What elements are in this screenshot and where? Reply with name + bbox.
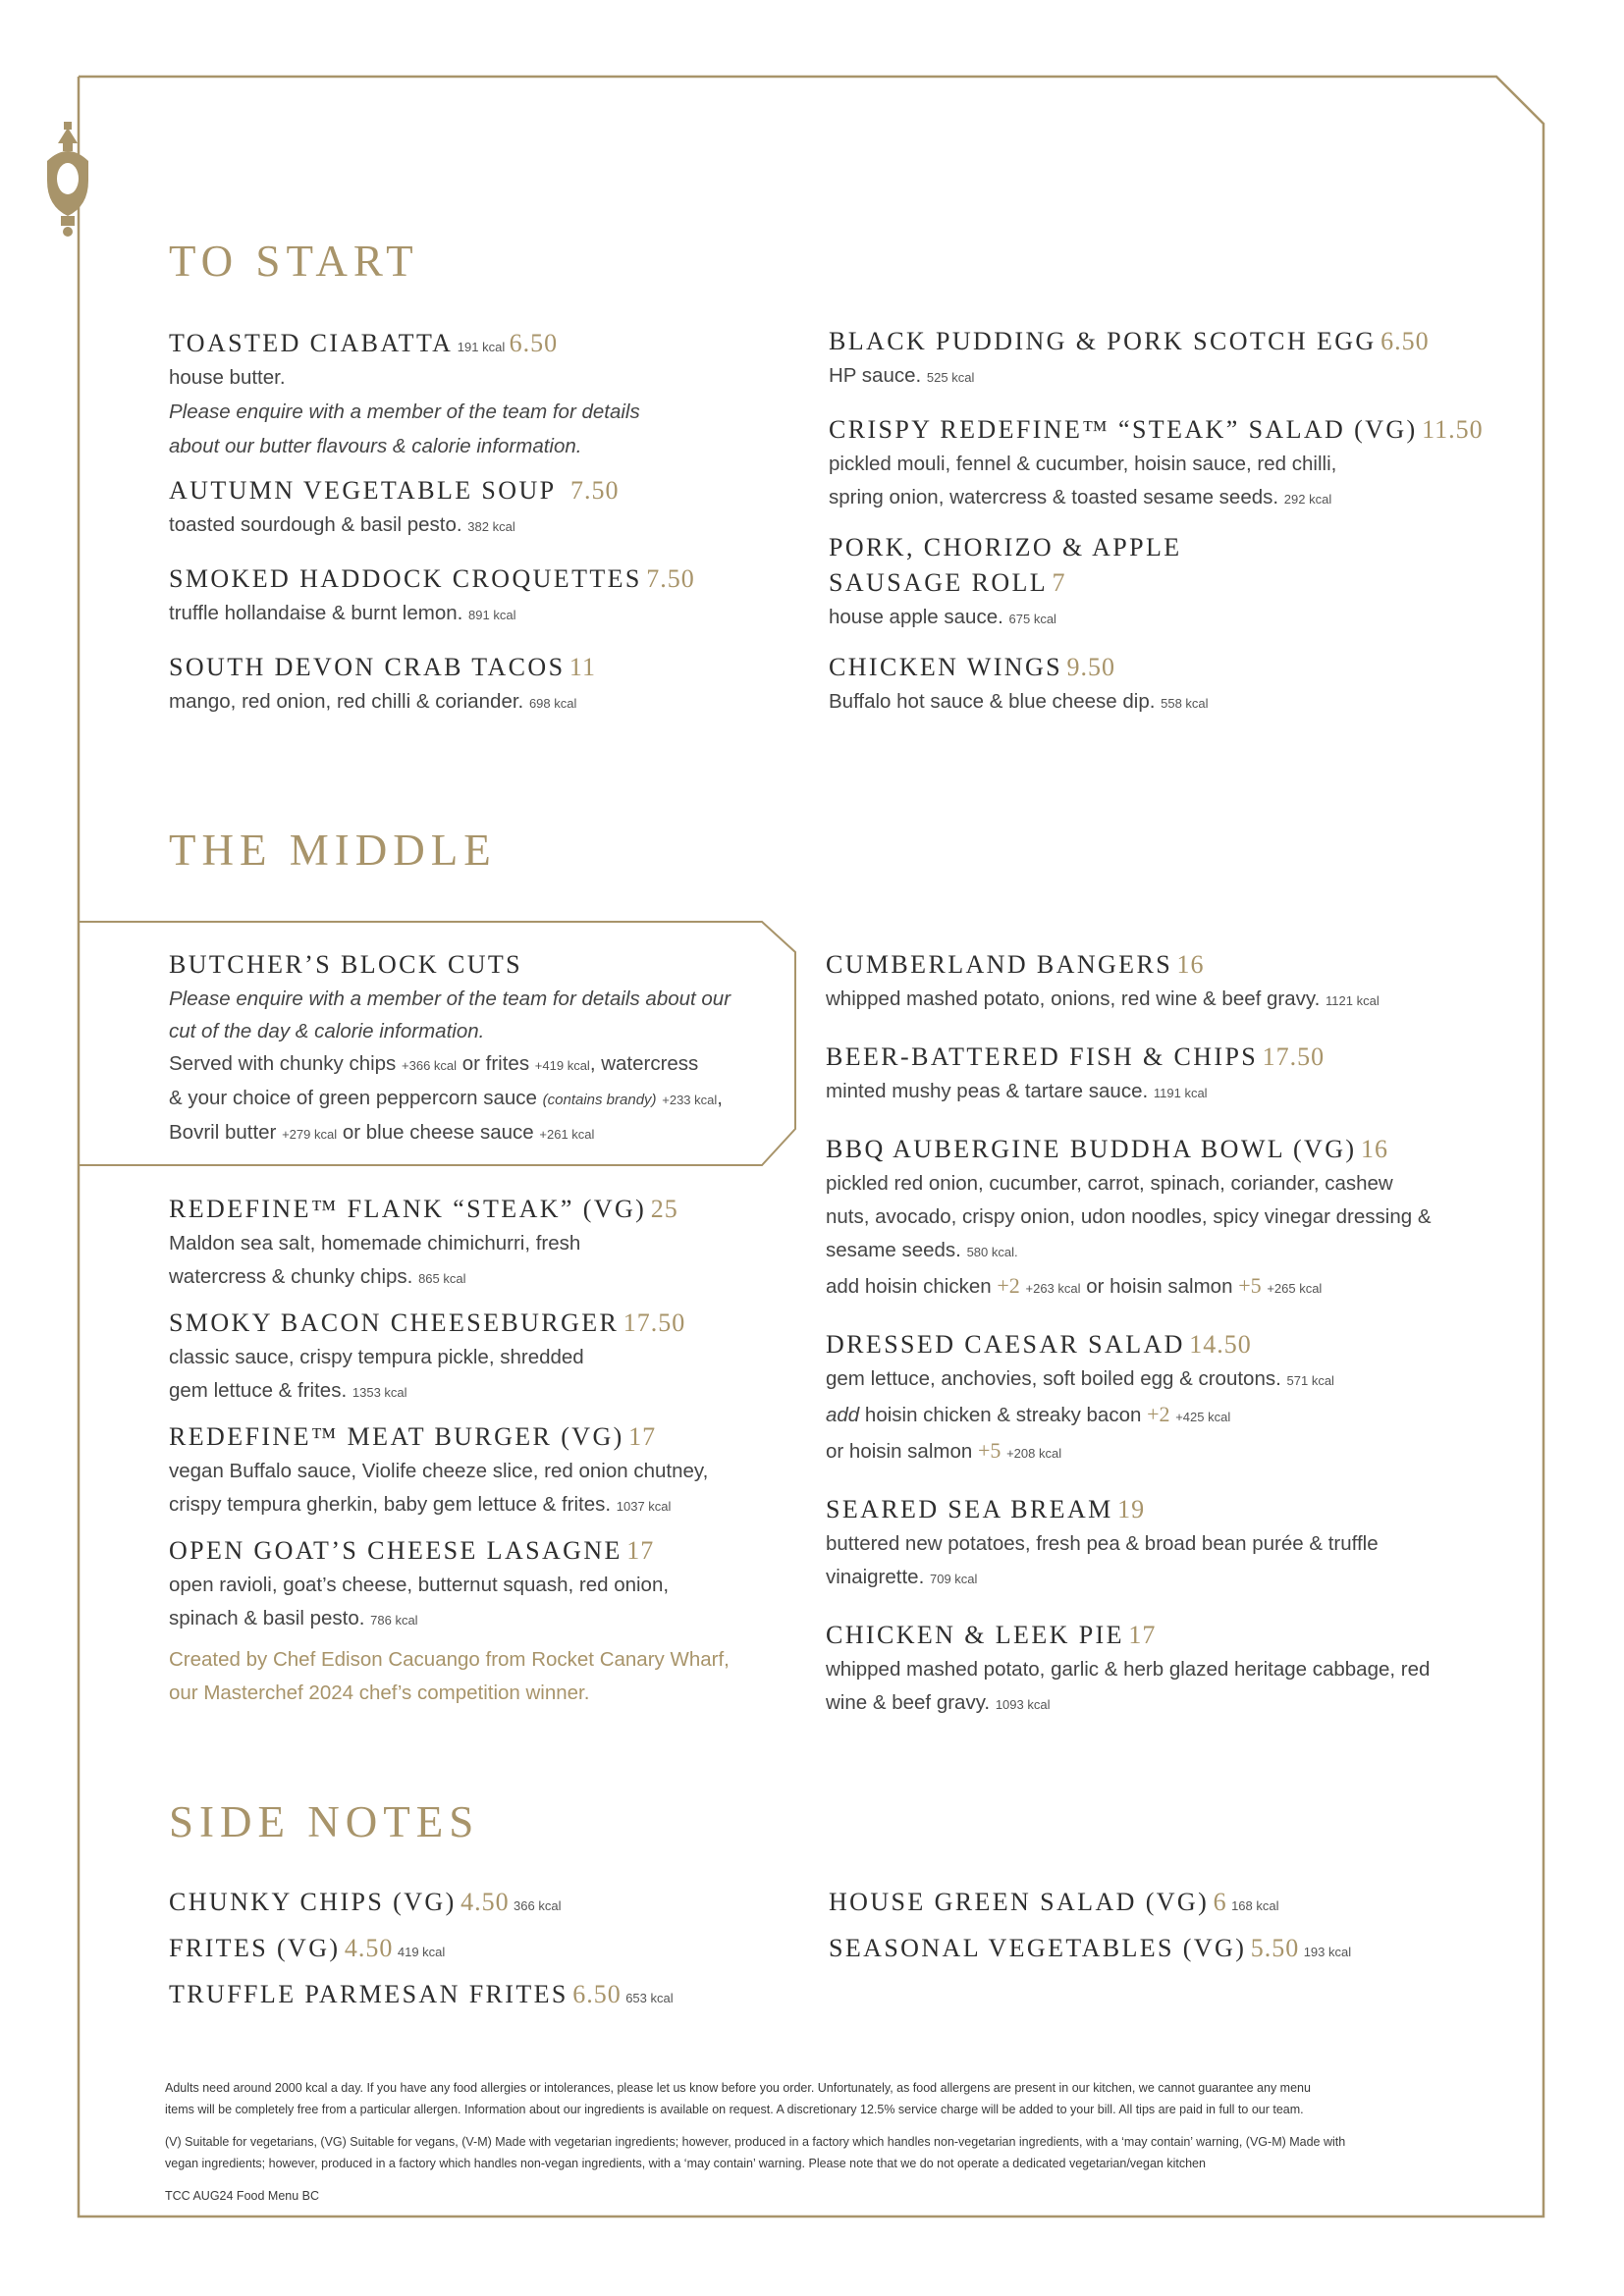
item-name: HOUSE GREEN SALAD (VG) xyxy=(829,1888,1210,1916)
menu-item-soup xyxy=(169,473,797,544)
item-name: BEER-BATTERED FISH & CHIPS xyxy=(826,1042,1259,1071)
item-price: 7.50 xyxy=(646,564,695,593)
item-price: 4.50 xyxy=(460,1888,510,1916)
item-kcal: 1121 kcal xyxy=(1326,993,1380,1008)
allergen-notice xyxy=(165,2077,1481,2120)
menu-item-flank-steak xyxy=(169,1192,787,1296)
item-kcal: 571 kcal xyxy=(1286,1373,1334,1388)
item-desc: gem lettuce, anchovies, soft boiled egg & croutons. xyxy=(826,1367,1281,1390)
start-right-column xyxy=(829,324,1496,721)
side-item-frites xyxy=(169,1931,797,1977)
menu-item-smoky-burger xyxy=(169,1306,787,1410)
item-price: 9.50 xyxy=(1066,653,1115,681)
item-kcal: 382 kcal xyxy=(467,519,515,534)
item-price: 14.50 xyxy=(1189,1330,1252,1359)
item-kcal: +425 kcal xyxy=(1175,1410,1231,1424)
item-name: SEASONAL VEGETABLES (VG) xyxy=(829,1934,1247,1962)
item-kcal: +261 kcal xyxy=(539,1127,595,1142)
item-name: CHICKEN & LEEK PIE xyxy=(826,1621,1124,1649)
item-price: 17.50 xyxy=(623,1308,686,1337)
menu-code: TCC AUG24 Food Menu BC xyxy=(165,2189,320,2203)
item-desc: Buffalo hot sauce & blue cheese dip. xyxy=(829,690,1156,713)
item-addon: add hoisin chicken xyxy=(826,1275,992,1298)
item-name: SEARED SEA BREAM xyxy=(826,1495,1113,1523)
item-kcal: 786 kcal xyxy=(370,1613,418,1628)
item-kcal: 1191 kcal xyxy=(1153,1086,1208,1100)
item-name: REDEFINE™ FLANK “STEAK” (VG) xyxy=(169,1195,647,1223)
item-desc: or blue cheese sauce xyxy=(342,1121,534,1144)
item-kcal: 698 kcal xyxy=(528,696,577,711)
menu-item-fish-chips xyxy=(826,1040,1503,1110)
item-desc: house butter. xyxy=(169,366,286,389)
side-item-green-salad xyxy=(829,1885,1477,1931)
item-kcal: 675 kcal xyxy=(1008,612,1056,626)
item-name: SAUSAGE ROLL xyxy=(829,568,1049,597)
item-price: 6 xyxy=(1213,1888,1227,1916)
item-desc: classic sauce, crispy tempura pickle, shredded xyxy=(169,1346,584,1368)
menu-item-meat-burger xyxy=(169,1419,787,1523)
menu-item-caesar-salad xyxy=(826,1327,1503,1470)
item-desc: mango, red onion, red chilli & coriander. xyxy=(169,690,524,713)
footer-line: vegan ingredients; however, produced in a factory which handles non-vegan ingredients, with a ‘may contain’ warning. Please note that we do not operate a dedicated vegetarian/vegan kitchen xyxy=(165,2157,1206,2170)
item-desc: spinach & basil pesto. xyxy=(169,1607,365,1629)
side-item-chunky-chips xyxy=(169,1885,797,1931)
menu-item-sea-bream xyxy=(826,1492,1503,1596)
item-addon: or hoisin salmon xyxy=(1086,1275,1233,1298)
menu-item-sausage-roll xyxy=(829,530,1496,636)
sides-right-column xyxy=(829,1885,1477,1966)
item-desc: Bovril butter xyxy=(169,1121,277,1144)
item-desc: pickled red onion, cucumber, carrot, spinach, coriander, cashew xyxy=(826,1172,1393,1195)
item-price: 6.50 xyxy=(509,329,559,357)
section-title-middle: THE MIDDLE xyxy=(169,826,497,875)
menu-item-buddha-bowl xyxy=(826,1132,1503,1306)
footer-line: items will be completely free from a particular allergen. Information about our ingredients is available on request. A discretionary 12.5% service charge will be added to your bill. All tips are paid in full to our team. xyxy=(165,2103,1304,2116)
door-knocker-icon xyxy=(43,122,92,240)
item-desc: toasted sourdough & basil pesto. xyxy=(169,513,462,536)
addon-price: +2 xyxy=(1147,1402,1170,1426)
menu-item-steak-salad xyxy=(829,412,1496,516)
dietary-key xyxy=(165,2131,1481,2174)
item-name: PORK, CHORIZO & APPLE xyxy=(829,533,1182,561)
item-kcal: 1353 kcal xyxy=(352,1385,407,1400)
item-price: 11 xyxy=(568,653,596,681)
footer-line: (V) Suitable for vegetarians, (VG) Suitable for vegans, (V-M) Made with vegetarian ingredients; however, produced in a factory which handles non-vegetarian ingredients, with a ‘may contain’ warning, (VG-M) Made with xyxy=(165,2135,1346,2149)
item-note: cut of the day & calorie information. xyxy=(169,1020,485,1042)
item-addon: add xyxy=(826,1404,860,1426)
item-name: BLACK PUDDING & PORK SCOTCH EGG xyxy=(829,327,1377,355)
item-name: BBQ AUBERGINE BUDDHA BOWL (VG) xyxy=(826,1135,1357,1163)
item-kcal: 292 kcal xyxy=(1283,492,1332,507)
item-name: BUTCHER’S BLOCK CUTS xyxy=(169,950,523,979)
item-desc: open ravioli, goat’s cheese, butternut squash, red onion, xyxy=(169,1574,670,1596)
item-name: CHICKEN WINGS xyxy=(829,653,1062,681)
item-price: 11.50 xyxy=(1422,415,1484,444)
item-desc: vinaigrette. xyxy=(826,1566,925,1588)
item-desc: HP sauce. xyxy=(829,364,922,387)
item-desc: gem lettuce & frites. xyxy=(169,1379,348,1402)
item-name: SMOKY BACON CHEESEBURGER xyxy=(169,1308,620,1337)
middle-right-column xyxy=(826,947,1503,1722)
item-price: 17.50 xyxy=(1262,1042,1326,1071)
item-kcal: 558 kcal xyxy=(1161,696,1209,711)
item-price: 17 xyxy=(628,1422,657,1451)
item-price: 16 xyxy=(1176,950,1205,979)
addon-price: +5 xyxy=(977,1438,1001,1463)
item-price: 19 xyxy=(1117,1495,1146,1523)
addon-price: +5 xyxy=(1238,1273,1262,1298)
menu-item-crab xyxy=(169,650,797,721)
item-name: AUTUMN VEGETABLE SOUP xyxy=(169,476,557,505)
menu-item-haddock xyxy=(169,561,797,632)
item-desc: & your choice of green peppercorn sauce xyxy=(169,1087,537,1109)
item-kcal: 865 kcal xyxy=(418,1271,466,1286)
item-price: 4.50 xyxy=(344,1934,394,1962)
item-kcal: 419 kcal xyxy=(397,1945,446,1959)
menu-item-chicken-wings xyxy=(829,650,1496,721)
item-kcal: +233 kcal xyxy=(662,1093,718,1107)
menu-item-lasagne xyxy=(169,1533,787,1710)
side-item-truffle-frites xyxy=(169,1977,797,2012)
item-desc: or frites xyxy=(461,1052,530,1075)
item-kcal: 191 kcal xyxy=(457,340,506,354)
item-price: 6.50 xyxy=(1380,327,1430,355)
middle-left-column xyxy=(169,1192,787,1710)
item-desc: wine & beef gravy. xyxy=(826,1691,991,1714)
side-item-seasonal-veg xyxy=(829,1931,1477,1966)
item-name: OPEN GOAT’S CHEESE LASAGNE xyxy=(169,1536,623,1565)
item-kcal: 653 kcal xyxy=(625,1991,674,2005)
start-left-column xyxy=(169,326,797,721)
menu-item-scotch-egg xyxy=(829,324,1496,395)
item-price: 7 xyxy=(1052,568,1066,597)
item-desc: truffle hollandaise & burnt lemon. xyxy=(169,602,463,624)
item-price: 7.50 xyxy=(569,476,620,505)
item-addon: hoisin chicken & streaky bacon xyxy=(864,1404,1142,1426)
menu-item-bangers xyxy=(826,947,1503,1018)
item-desc: , watercress xyxy=(589,1052,699,1075)
item-price: 25 xyxy=(650,1195,678,1223)
item-kcal: +279 kcal xyxy=(282,1127,338,1142)
item-name: SMOKED HADDOCK CROQUETTES xyxy=(169,564,642,593)
item-desc: vegan Buffalo sauce, Violife cheeze slice, red onion chutney, xyxy=(169,1460,709,1482)
item-note: (contains brandy) xyxy=(542,1092,657,1108)
footer-line: Adults need around 2000 kcal a day. If you have any food allergies or intolerances, please let us know before you order. Unfortunately, as food allergens are present in our kitchen, we cannot guarantee any menu xyxy=(165,2081,1311,2095)
item-desc: pickled mouli, fennel & cucumber, hoisin sauce, red chilli, xyxy=(829,453,1337,475)
addon-price: +2 xyxy=(997,1273,1020,1298)
item-desc: Served with chunky chips xyxy=(169,1052,397,1075)
item-desc: house apple sauce. xyxy=(829,606,1003,628)
chef-credit: our Masterchef 2024 chef’s competition winner. xyxy=(169,1682,590,1704)
item-name: SOUTH DEVON CRAB TACOS xyxy=(169,653,566,681)
item-price: 5.50 xyxy=(1250,1934,1300,1962)
item-note: Please enquire with a member of the team for details xyxy=(169,400,640,423)
item-desc: whipped mashed potato, onions, red wine & beef gravy. xyxy=(826,988,1321,1010)
item-desc: minted mushy peas & tartare sauce. xyxy=(826,1080,1149,1102)
item-desc: nuts, avocado, crispy onion, udon noodles, spicy vinegar dressing & xyxy=(826,1205,1432,1228)
item-name: DRESSED CAESAR SALAD xyxy=(826,1330,1185,1359)
item-desc: whipped mashed potato, garlic & herb glazed heritage cabbage, red xyxy=(826,1658,1431,1681)
item-note: Please enquire with a member of the team for details about our xyxy=(169,988,731,1010)
section-title-start: TO START xyxy=(169,237,419,286)
item-desc: watercress & chunky chips. xyxy=(169,1265,413,1288)
item-kcal: 891 kcal xyxy=(468,608,516,622)
item-kcal: 709 kcal xyxy=(929,1572,978,1586)
item-kcal: 168 kcal xyxy=(1231,1898,1279,1913)
item-name: CHUNKY CHIPS (VG) xyxy=(169,1888,457,1916)
item-name: TOASTED CIABATTA xyxy=(169,329,454,357)
item-name: FRITES (VG) xyxy=(169,1934,341,1962)
item-kcal: 525 kcal xyxy=(926,370,975,385)
item-addon: or hoisin salmon xyxy=(826,1440,973,1463)
item-name: TRUFFLE PARMESAN FRITES xyxy=(169,1980,568,2008)
item-desc: crispy tempura gherkin, baby gem lettuce & frites. xyxy=(169,1493,612,1516)
item-name: CUMBERLAND BANGERS xyxy=(826,950,1173,979)
item-desc: sesame seeds. xyxy=(826,1239,961,1261)
item-kcal: 1093 kcal xyxy=(995,1697,1051,1712)
item-price: 17 xyxy=(626,1536,655,1565)
item-kcal: 580 kcal. xyxy=(966,1245,1018,1259)
item-name: REDEFINE™ MEAT BURGER (VG) xyxy=(169,1422,624,1451)
item-kcal: 1037 kcal xyxy=(616,1499,672,1514)
item-price: 17 xyxy=(1128,1621,1157,1649)
menu-item-ciabatta xyxy=(169,326,797,463)
item-kcal: +366 kcal xyxy=(402,1058,458,1073)
butcher-block-box xyxy=(169,947,778,1150)
section-title-sides: SIDE NOTES xyxy=(169,1797,480,1846)
item-kcal: +265 kcal xyxy=(1267,1281,1323,1296)
chef-credit: Created by Chef Edison Cacuango from Rocket Canary Wharf, xyxy=(169,1648,730,1671)
item-name: CRISPY REDEFINE™ “STEAK” SALAD (VG) xyxy=(829,415,1418,444)
menu-item-leek-pie xyxy=(826,1618,1503,1722)
item-kcal: 366 kcal xyxy=(514,1898,562,1913)
item-desc: Maldon sea salt, homemade chimichurri, fresh xyxy=(169,1232,581,1255)
item-price: 16 xyxy=(1360,1135,1388,1163)
item-desc: buttered new potatoes, fresh pea & broad bean purée & truffle xyxy=(826,1532,1379,1555)
item-price: 6.50 xyxy=(572,1980,622,2008)
item-desc: , xyxy=(717,1087,723,1109)
item-kcal: +419 kcal xyxy=(534,1058,590,1073)
item-kcal: 193 kcal xyxy=(1303,1945,1352,1959)
item-kcal: +263 kcal xyxy=(1025,1281,1081,1296)
item-note: about our butter flavours & calorie information. xyxy=(169,435,582,457)
item-desc: spring onion, watercress & toasted sesame seeds. xyxy=(829,486,1279,508)
item-kcal: +208 kcal xyxy=(1006,1446,1062,1461)
sides-left-column xyxy=(169,1885,797,2012)
